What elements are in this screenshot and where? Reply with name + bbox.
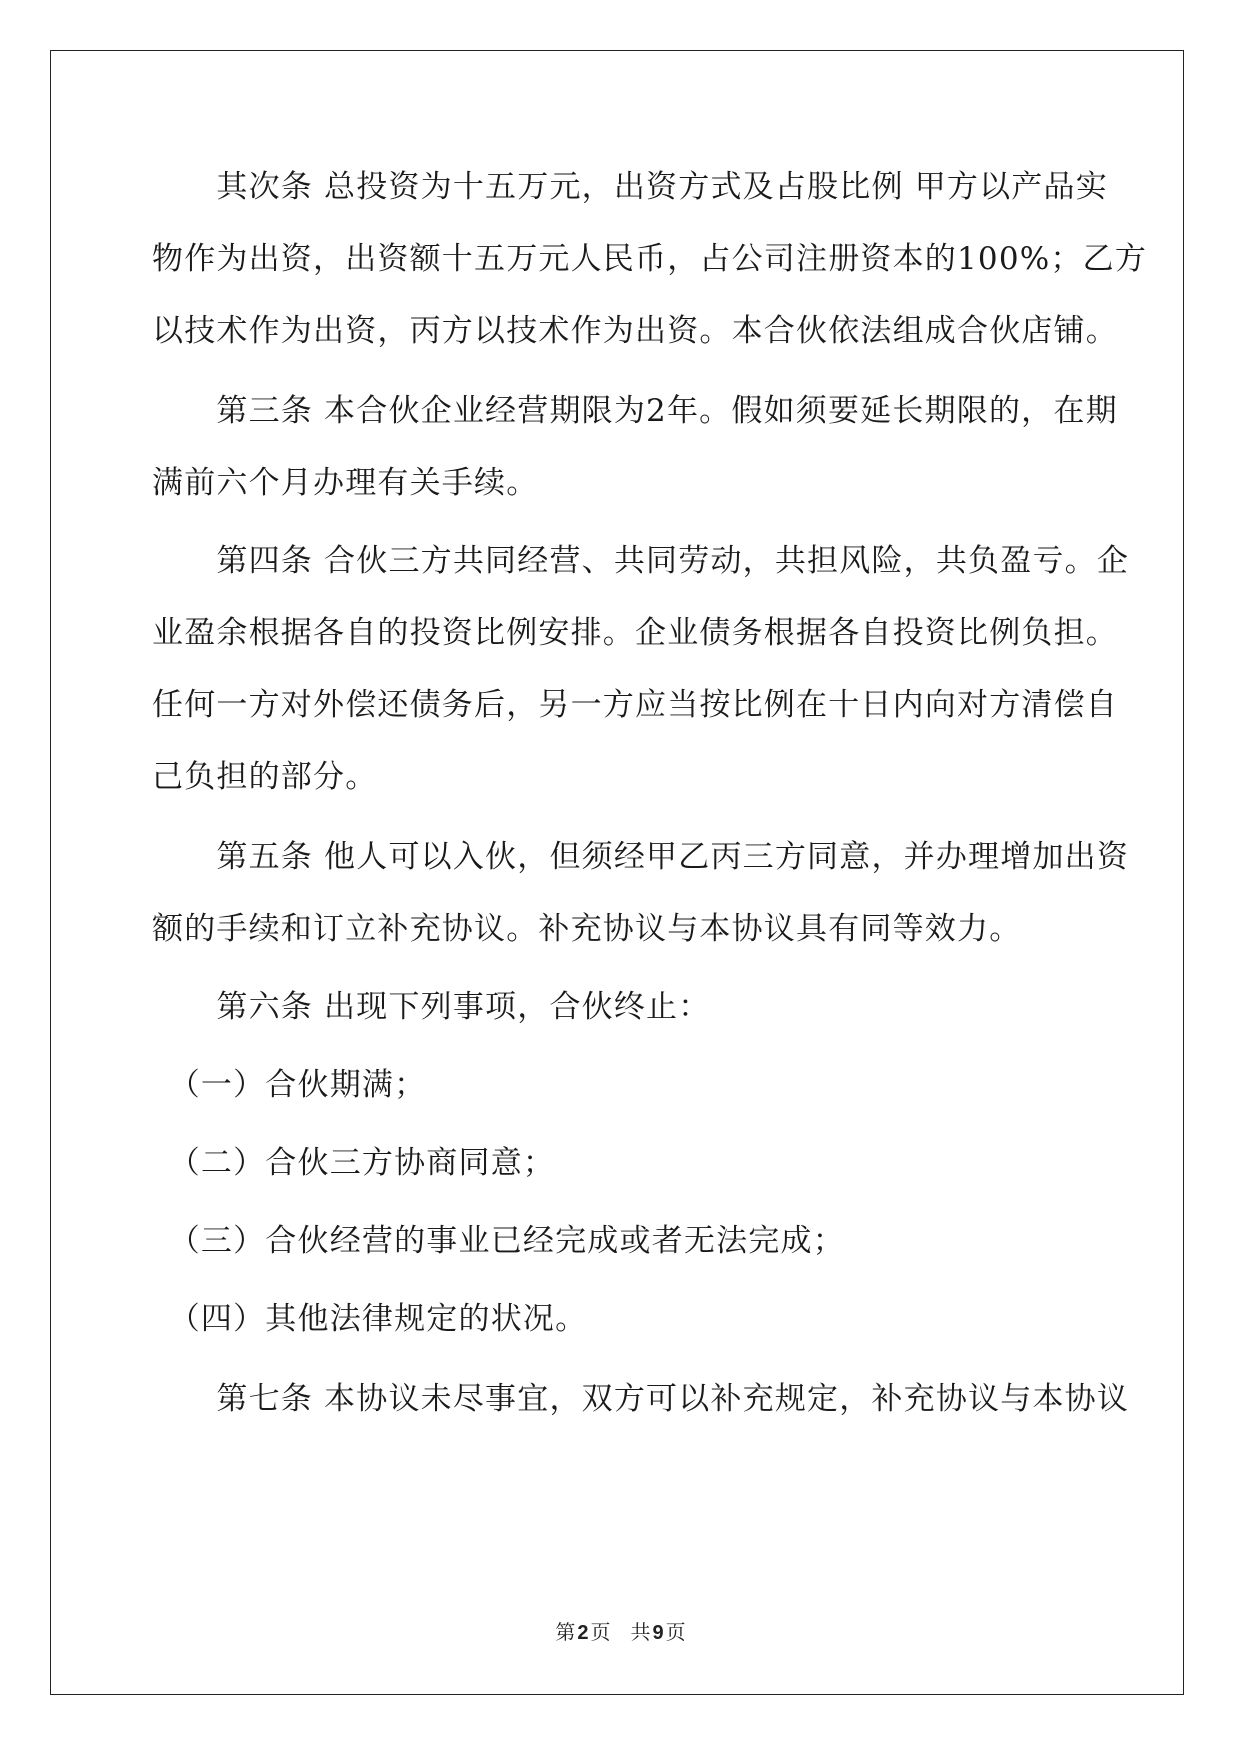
text-line: 第七条 本协议未尽事宜，双方可以补充规定，补充协议与本协议 <box>152 1381 1130 1417</box>
page-label-suffix: 页 <box>665 1620 686 1644</box>
list-item: （一）合伙期满； <box>152 1067 427 1103</box>
list-item: （三）合伙经营的事业已经完成或者无法完成； <box>152 1223 845 1259</box>
text-line: 第五条 他人可以入伙，但须经甲乙丙三方同意，并办理增加出资 <box>152 839 1130 875</box>
page-label-mid: 页 共 <box>590 1620 651 1644</box>
list-item: （二）合伙三方协商同意； <box>152 1145 556 1181</box>
text-line: 第三条 本合伙企业经营期限为2年。假如须要延长期限的，在期 <box>152 393 1118 429</box>
text-line: 任何一方对外偿还债务后，另一方应当按比例在十日内向对方清偿自 <box>152 687 1118 723</box>
text-line: 己负担的部分。 <box>152 759 378 795</box>
list-item: （四）其他法律规定的状况。 <box>152 1301 588 1337</box>
text-line: 物作为出资，出资额十五万元人民币，占公司注册资本的100%；乙方 <box>152 241 1148 277</box>
total-page-number: 9 <box>652 1622 664 1644</box>
text-line: 额的手续和订立补充协议。补充协议与本协议具有同等效力。 <box>152 911 1022 947</box>
current-page-number: 2 <box>577 1622 589 1644</box>
text-line: 业盈余根据各自的投资比例安排。企业债务根据各自投资比例负担。 <box>152 615 1118 651</box>
text-line: 第六条 出现下列事项，合伙终止： <box>152 989 711 1025</box>
text-line: 以技术作为出资，丙方以技术作为出资。本合伙依法组成合伙店铺。 <box>152 313 1118 349</box>
text-line: 第四条 合伙三方共同经营、共同劳动，共担风险，共负盈亏。企 <box>152 543 1130 579</box>
text-line: 其次条 总投资为十五万元，出资方式及占股比例 甲方以产品实 <box>152 169 1108 205</box>
text-line: 满前六个月办理有关手续。 <box>152 465 539 501</box>
page-number-footer <box>0 1618 1241 1647</box>
page-label-prefix: 第 <box>555 1620 576 1644</box>
